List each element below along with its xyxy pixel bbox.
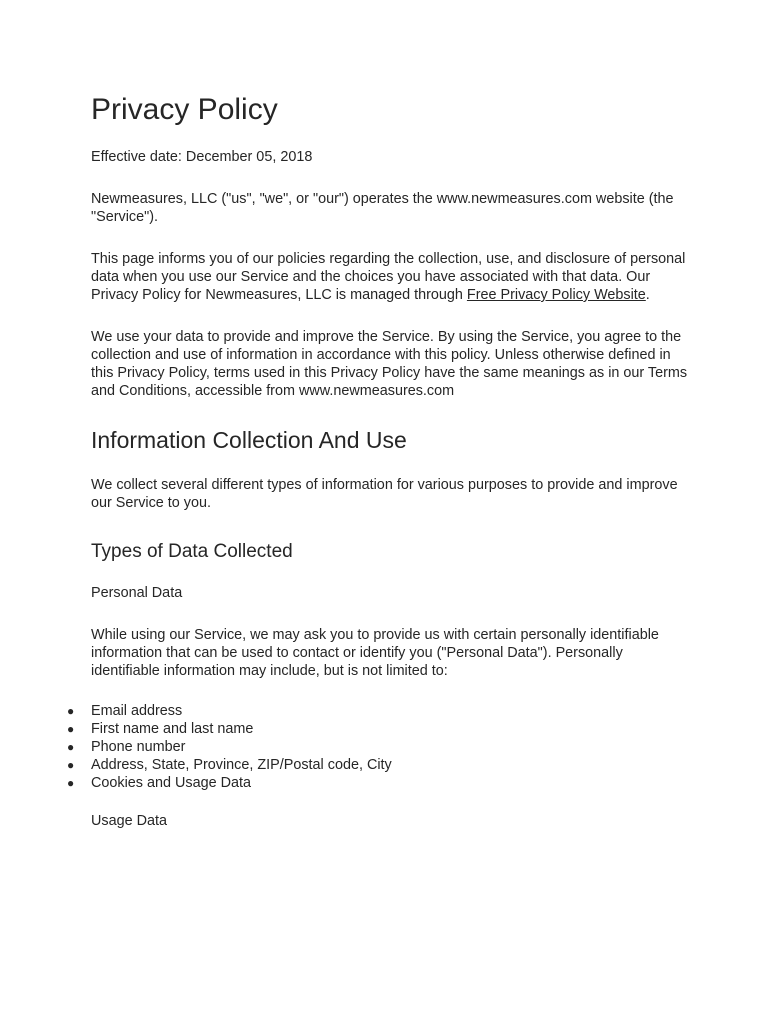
intro-paragraph: Newmeasures, LLC ("us", "we", or "our") operates the www.newmeasures.com website (the "Service"). (91, 191, 674, 225)
bullet-icon: ● (67, 740, 75, 754)
bullet-icon: ● (67, 722, 75, 736)
effective-date: Effective date: December 05, 2018 (91, 149, 313, 165)
list-item: ● Address, State, Province, ZIP/Postal code, City (67, 757, 392, 773)
bullet-icon: ● (67, 758, 75, 772)
list-item: ● Cookies and Usage Data (67, 775, 251, 791)
personal-data-label: Personal Data (91, 585, 183, 601)
informs-after-link: . (645, 287, 650, 303)
list-item: ● Email address (67, 703, 183, 719)
informs-paragraph (91, 250, 690, 304)
informs-text: This page informs you of our policies regarding the collection, use, and disclosure of personal data when you use our Service and the choices you have associated with that data. Our Privacy Policy for Newmeasures, LLC is managed through (91, 251, 686, 303)
list-item: ● Phone number (67, 739, 186, 755)
list-item: ● First name and last name (67, 721, 254, 737)
usage-data-label: Usage Data (91, 813, 167, 829)
free-privacy-policy-link[interactable]: Free Privacy Policy Website (466, 287, 646, 303)
information-collection-paragraph: We collect several different types of information for various purposes to provide and improve our Service to you. (91, 477, 678, 511)
bullet-icon: ● (67, 776, 75, 790)
personal-data-list (67, 702, 690, 792)
page-title: Privacy Policy (91, 93, 278, 126)
section-heading-information-collection: Information Collection And Use (91, 427, 407, 453)
use-data-paragraph: We use your data to provide and improve the Service. By using the Service, you agree to the collection and use of information in accordance with this policy. Unless otherwise defined in this Privacy Policy, terms used in this Privacy Policy have the same meanings as in our Terms and Conditions, accessible from www.newmeasures.com (91, 329, 688, 399)
section-heading-types-of-data: Types of Data Collected (91, 541, 293, 562)
bullet-icon: ● (67, 704, 75, 718)
personal-data-paragraph: While using our Service, we may ask you to provide us with certain personally identifiable information that can be used to contact or identify you ("Personal Data"). Personally identifiable information may include, but is not limited to: (91, 627, 659, 679)
